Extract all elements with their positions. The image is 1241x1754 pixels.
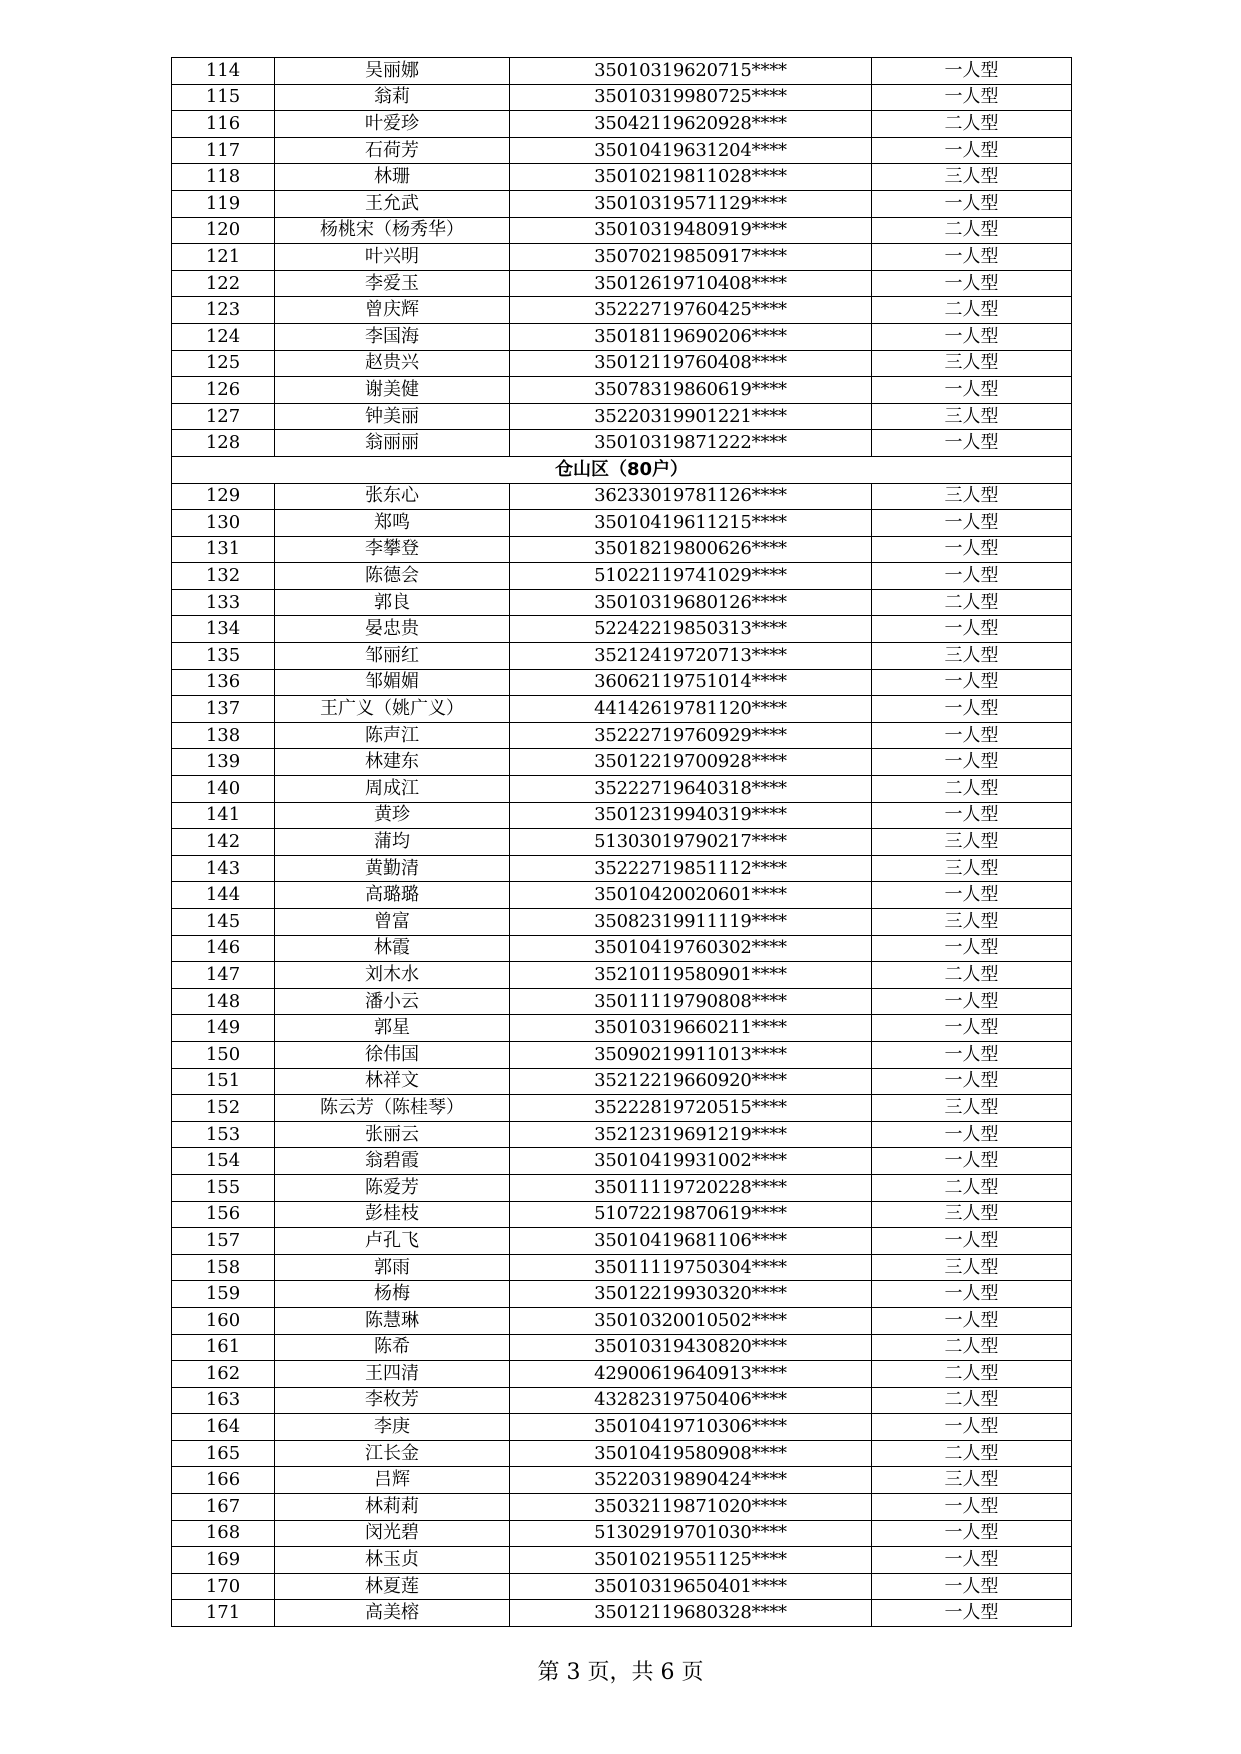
cell-id-number: 35042119620928****: [510, 111, 872, 138]
cell-name: 李枚芳: [275, 1387, 510, 1414]
table-row: [172, 430, 1072, 457]
cell-name: 李攀登: [275, 536, 510, 563]
cell-id-number: 35090219911013****: [510, 1041, 872, 1068]
cell-household-type: 一人型: [872, 696, 1072, 723]
table-row: [172, 1174, 1072, 1201]
cell-id-number: 35010419681106****: [510, 1228, 872, 1255]
cell-serial-number: 156: [172, 1201, 275, 1228]
cell-serial-number: 131: [172, 536, 275, 563]
cell-id-number: 35010320010502****: [510, 1307, 872, 1334]
cell-id-number: 35212319691219****: [510, 1121, 872, 1148]
cell-serial-number: 127: [172, 403, 275, 430]
cell-household-type: 二人型: [872, 111, 1072, 138]
cell-household-type: 一人型: [872, 1068, 1072, 1095]
cell-name: 李庚: [275, 1414, 510, 1441]
cell-id-number: 35212219660920****: [510, 1068, 872, 1095]
cell-name: 吕辉: [275, 1467, 510, 1494]
cell-id-number: 35011119720228****: [510, 1174, 872, 1201]
cell-serial-number: 136: [172, 669, 275, 696]
cell-name: 陈希: [275, 1334, 510, 1361]
cell-household-type: 二人型: [872, 297, 1072, 324]
table-row: [172, 1201, 1072, 1228]
cell-name: 黄珍: [275, 802, 510, 829]
cell-name: 林玉贞: [275, 1547, 510, 1574]
cell-id-number: 35222719851112****: [510, 855, 872, 882]
cell-id-number: 36062119751014****: [510, 669, 872, 696]
cell-id-number: 35222719760929****: [510, 722, 872, 749]
cell-household-type: 二人型: [872, 776, 1072, 803]
cell-serial-number: 118: [172, 164, 275, 191]
cell-household-type: 一人型: [872, 84, 1072, 111]
cell-id-number: 35220319890424****: [510, 1467, 872, 1494]
cell-name: 李爱玉: [275, 270, 510, 297]
table-row: [172, 1307, 1072, 1334]
cell-id-number: 51302919701030****: [510, 1520, 872, 1547]
cell-id-number: 35222719760425****: [510, 297, 872, 324]
table-row: [172, 589, 1072, 616]
table-row: [172, 1494, 1072, 1521]
cell-id-number: 35010419580908****: [510, 1440, 872, 1467]
cell-household-type: 一人型: [872, 510, 1072, 537]
table-row: [172, 1148, 1072, 1175]
cell-serial-number: 140: [172, 776, 275, 803]
cell-name: 蒲均: [275, 829, 510, 856]
table-row: [172, 563, 1072, 590]
cell-name: 江长金: [275, 1440, 510, 1467]
cell-name: 翁碧霞: [275, 1148, 510, 1175]
cell-household-type: 一人型: [872, 1015, 1072, 1042]
cell-name: 张东心: [275, 483, 510, 510]
cell-serial-number: 147: [172, 962, 275, 989]
cell-id-number: 42900619640913****: [510, 1361, 872, 1388]
cell-id-number: 44142619781120****: [510, 696, 872, 723]
cell-serial-number: 167: [172, 1494, 275, 1521]
cell-household-type: 一人型: [872, 536, 1072, 563]
table-row: [172, 1228, 1072, 1255]
cell-serial-number: 171: [172, 1600, 275, 1627]
table-row: [172, 483, 1072, 510]
cell-household-type: 一人型: [872, 270, 1072, 297]
cell-serial-number: 151: [172, 1068, 275, 1095]
cell-name: 闵光碧: [275, 1520, 510, 1547]
cell-id-number: 35010319620715****: [510, 58, 872, 85]
table-row: [172, 669, 1072, 696]
cell-household-type: 三人型: [872, 829, 1072, 856]
cell-id-number: 35032119871020****: [510, 1494, 872, 1521]
cell-name: 徐伟国: [275, 1041, 510, 1068]
cell-serial-number: 160: [172, 1307, 275, 1334]
cell-name: 林建东: [275, 749, 510, 776]
cell-household-type: 一人型: [872, 1494, 1072, 1521]
cell-household-type: 三人型: [872, 1467, 1072, 1494]
cell-household-type: 三人型: [872, 483, 1072, 510]
cell-name: 王允武: [275, 190, 510, 217]
table-row: [172, 350, 1072, 377]
cell-name: 郑鸣: [275, 510, 510, 537]
table-row: [172, 855, 1072, 882]
cell-household-type: 三人型: [872, 350, 1072, 377]
cell-household-type: 一人型: [872, 563, 1072, 590]
cell-serial-number: 164: [172, 1414, 275, 1441]
table-row: [172, 1334, 1072, 1361]
cell-name: 杨桃宋（杨秀华）: [275, 217, 510, 244]
cell-household-type: 一人型: [872, 1600, 1072, 1627]
roster-table: [171, 57, 1072, 1627]
cell-id-number: 35010419710306****: [510, 1414, 872, 1441]
cell-id-number: 35082319911119****: [510, 909, 872, 936]
cell-household-type: 一人型: [872, 430, 1072, 457]
cell-serial-number: 145: [172, 909, 275, 936]
table-row: [172, 882, 1072, 909]
table-row: [172, 1440, 1072, 1467]
table-row: [172, 696, 1072, 723]
cell-name: 王四清: [275, 1361, 510, 1388]
cell-serial-number: 169: [172, 1547, 275, 1574]
cell-id-number: 35010419631204****: [510, 137, 872, 164]
table-row: [172, 297, 1072, 324]
cell-serial-number: 141: [172, 802, 275, 829]
cell-serial-number: 143: [172, 855, 275, 882]
table-row: [172, 536, 1072, 563]
cell-serial-number: 122: [172, 270, 275, 297]
cell-household-type: 一人型: [872, 988, 1072, 1015]
cell-household-type: 一人型: [872, 1307, 1072, 1334]
cell-id-number: 35010419611215****: [510, 510, 872, 537]
cell-serial-number: 144: [172, 882, 275, 909]
table-row: [172, 403, 1072, 430]
table-row: [172, 776, 1072, 803]
cell-serial-number: 135: [172, 643, 275, 670]
cell-serial-number: 149: [172, 1015, 275, 1042]
table-row: [172, 1281, 1072, 1308]
cell-name: 郭良: [275, 589, 510, 616]
cell-name: 彭桂枝: [275, 1201, 510, 1228]
cell-id-number: 35222819720515****: [510, 1095, 872, 1122]
cell-serial-number: 155: [172, 1174, 275, 1201]
cell-id-number: 35018119690206****: [510, 323, 872, 350]
cell-serial-number: 153: [172, 1121, 275, 1148]
cell-household-type: 二人型: [872, 962, 1072, 989]
table-row: [172, 323, 1072, 350]
cell-name: 周成江: [275, 776, 510, 803]
cell-household-type: 三人型: [872, 1095, 1072, 1122]
cell-household-type: 三人型: [872, 403, 1072, 430]
cell-household-type: 二人型: [872, 1440, 1072, 1467]
cell-household-type: 一人型: [872, 1281, 1072, 1308]
cell-serial-number: 124: [172, 323, 275, 350]
cell-name: 高美榕: [275, 1600, 510, 1627]
cell-household-type: 一人型: [872, 137, 1072, 164]
cell-name: 陈云芳（陈桂琴）: [275, 1095, 510, 1122]
cell-name: 翁丽丽: [275, 430, 510, 457]
table-row: [172, 1414, 1072, 1441]
cell-id-number: 35012319940319****: [510, 802, 872, 829]
cell-name: 郭星: [275, 1015, 510, 1042]
cell-name: 石荷芳: [275, 137, 510, 164]
cell-household-type: 三人型: [872, 909, 1072, 936]
page-footer: 第 3 页，共 6 页: [537, 1660, 704, 1685]
cell-id-number: 35010420020601****: [510, 882, 872, 909]
cell-id-number: 35010319660211****: [510, 1015, 872, 1042]
table-row: [172, 749, 1072, 776]
cell-id-number: 35222719640318****: [510, 776, 872, 803]
cell-name: 吴丽娜: [275, 58, 510, 85]
cell-name: 赵贵兴: [275, 350, 510, 377]
table-row: [172, 988, 1072, 1015]
cell-household-type: 三人型: [872, 643, 1072, 670]
cell-id-number: 35012219700928****: [510, 749, 872, 776]
cell-name: 翁莉: [275, 84, 510, 111]
table-row: [172, 217, 1072, 244]
cell-household-type: 一人型: [872, 1520, 1072, 1547]
cell-id-number: 35010319480919****: [510, 217, 872, 244]
cell-name: 晏忠贵: [275, 616, 510, 643]
cell-serial-number: 117: [172, 137, 275, 164]
cell-household-type: 二人型: [872, 217, 1072, 244]
cell-name: 林霞: [275, 935, 510, 962]
cell-id-number: 35011119790808****: [510, 988, 872, 1015]
cell-name: 郭雨: [275, 1254, 510, 1281]
cell-id-number: 51072219870619****: [510, 1201, 872, 1228]
table-row: [172, 1041, 1072, 1068]
cell-household-type: 一人型: [872, 377, 1072, 404]
cell-name: 陈慧琳: [275, 1307, 510, 1334]
cell-id-number: 51303019790217****: [510, 829, 872, 856]
table-row: [172, 802, 1072, 829]
cell-serial-number: 170: [172, 1573, 275, 1600]
cell-serial-number: 158: [172, 1254, 275, 1281]
cell-serial-number: 165: [172, 1440, 275, 1467]
cell-name: 林祥文: [275, 1068, 510, 1095]
table-row: [172, 935, 1072, 962]
cell-name: 叶爱珍: [275, 111, 510, 138]
cell-name: 黄勤清: [275, 855, 510, 882]
cell-household-type: 一人型: [872, 1041, 1072, 1068]
cell-name: 刘木水: [275, 962, 510, 989]
cell-serial-number: 166: [172, 1467, 275, 1494]
cell-serial-number: 159: [172, 1281, 275, 1308]
cell-serial-number: 123: [172, 297, 275, 324]
cell-household-type: 三人型: [872, 1201, 1072, 1228]
cell-serial-number: 138: [172, 722, 275, 749]
cell-id-number: 35012119760408****: [510, 350, 872, 377]
cell-serial-number: 121: [172, 244, 275, 271]
cell-serial-number: 125: [172, 350, 275, 377]
cell-serial-number: 142: [172, 829, 275, 856]
cell-household-type: 一人型: [872, 722, 1072, 749]
table-row: [172, 377, 1072, 404]
cell-household-type: 二人型: [872, 1387, 1072, 1414]
table-row: [172, 722, 1072, 749]
cell-serial-number: 129: [172, 483, 275, 510]
cell-name: 林夏莲: [275, 1573, 510, 1600]
cell-serial-number: 163: [172, 1387, 275, 1414]
cell-household-type: 一人型: [872, 190, 1072, 217]
cell-household-type: 一人型: [872, 244, 1072, 271]
cell-household-type: 二人型: [872, 1334, 1072, 1361]
table-row: [172, 1095, 1072, 1122]
table-row: [172, 164, 1072, 191]
table-row: [172, 1068, 1072, 1095]
cell-serial-number: 114: [172, 58, 275, 85]
cell-name: 高璐璐: [275, 882, 510, 909]
table-row: [172, 1573, 1072, 1600]
cell-name: 钟美丽: [275, 403, 510, 430]
cell-household-type: 二人型: [872, 589, 1072, 616]
cell-serial-number: 133: [172, 589, 275, 616]
cell-name: 叶兴明: [275, 244, 510, 271]
cell-name: 陈爱芳: [275, 1174, 510, 1201]
cell-serial-number: 168: [172, 1520, 275, 1547]
cell-id-number: 35012619710408****: [510, 270, 872, 297]
table-row: [172, 1547, 1072, 1574]
cell-household-type: 一人型: [872, 1148, 1072, 1175]
cell-name: 陈德会: [275, 563, 510, 590]
cell-household-type: 一人型: [872, 616, 1072, 643]
table-row: [172, 137, 1072, 164]
cell-id-number: 43282319750406****: [510, 1387, 872, 1414]
cell-id-number: 35210119580901****: [510, 962, 872, 989]
cell-serial-number: 137: [172, 696, 275, 723]
table-row: [172, 244, 1072, 271]
cell-name: 邹丽红: [275, 643, 510, 670]
cell-serial-number: 146: [172, 935, 275, 962]
cell-id-number: 35010319680126****: [510, 589, 872, 616]
cell-id-number: 35010219551125****: [510, 1547, 872, 1574]
cell-household-type: 一人型: [872, 749, 1072, 776]
table-row: [172, 1361, 1072, 1388]
cell-name: 王广义（姚广义）: [275, 696, 510, 723]
cell-serial-number: 116: [172, 111, 275, 138]
cell-id-number: 35078319860619****: [510, 377, 872, 404]
cell-name: 林莉莉: [275, 1494, 510, 1521]
cell-household-type: 一人型: [872, 1121, 1072, 1148]
cell-household-type: 二人型: [872, 1361, 1072, 1388]
table-row: [172, 190, 1072, 217]
cell-serial-number: 120: [172, 217, 275, 244]
table-row: [172, 1121, 1072, 1148]
cell-id-number: 35212419720713****: [510, 643, 872, 670]
cell-id-number: 35010319650401****: [510, 1573, 872, 1600]
cell-name: 谢美健: [275, 377, 510, 404]
cell-serial-number: 130: [172, 510, 275, 537]
table-row: [172, 643, 1072, 670]
cell-serial-number: 128: [172, 430, 275, 457]
cell-id-number: 35011119750304****: [510, 1254, 872, 1281]
cell-household-type: 一人型: [872, 1414, 1072, 1441]
cell-id-number: 35220319901221****: [510, 403, 872, 430]
cell-household-type: 三人型: [872, 1254, 1072, 1281]
table-row: [172, 111, 1072, 138]
table-row: [172, 1600, 1072, 1627]
table-row: [172, 58, 1072, 85]
table-row: [172, 1467, 1072, 1494]
cell-serial-number: 126: [172, 377, 275, 404]
cell-name: 李国海: [275, 323, 510, 350]
cell-id-number: 35010419931002****: [510, 1148, 872, 1175]
cell-serial-number: 148: [172, 988, 275, 1015]
cell-id-number: 35018219800626****: [510, 536, 872, 563]
cell-household-type: 一人型: [872, 669, 1072, 696]
cell-id-number: 35010319980725****: [510, 84, 872, 111]
cell-household-type: 三人型: [872, 164, 1072, 191]
cell-id-number: 51022119741029****: [510, 563, 872, 590]
cell-name: 卢孔飞: [275, 1228, 510, 1255]
table-row: [172, 962, 1072, 989]
cell-household-type: 一人型: [872, 935, 1072, 962]
cell-household-type: 一人型: [872, 1228, 1072, 1255]
table-row: [172, 616, 1072, 643]
cell-id-number: 35010319430820****: [510, 1334, 872, 1361]
cell-id-number: 35012219930320****: [510, 1281, 872, 1308]
cell-serial-number: 115: [172, 84, 275, 111]
table-row: [172, 1387, 1072, 1414]
cell-name: 张丽云: [275, 1121, 510, 1148]
cell-household-type: 一人型: [872, 58, 1072, 85]
table-row: [172, 510, 1072, 537]
cell-household-type: 三人型: [872, 855, 1072, 882]
table-row: [172, 84, 1072, 111]
cell-id-number: 36233019781126****: [510, 483, 872, 510]
cell-id-number: 35010419760302****: [510, 935, 872, 962]
cell-name: 曾富: [275, 909, 510, 936]
cell-name: 陈声江: [275, 722, 510, 749]
cell-household-type: 一人型: [872, 802, 1072, 829]
cell-serial-number: 132: [172, 563, 275, 590]
cell-serial-number: 134: [172, 616, 275, 643]
cell-id-number: 35010319571129****: [510, 190, 872, 217]
cell-household-type: 一人型: [872, 1547, 1072, 1574]
cell-serial-number: 150: [172, 1041, 275, 1068]
cell-id-number: 52242219850313****: [510, 616, 872, 643]
cell-household-type: 一人型: [872, 882, 1072, 909]
table-row: [172, 1254, 1072, 1281]
cell-name: 杨梅: [275, 1281, 510, 1308]
cell-household-type: 一人型: [872, 323, 1072, 350]
cell-id-number: 35010319871222****: [510, 430, 872, 457]
cell-name: 邹媚媚: [275, 669, 510, 696]
table-row: [172, 829, 1072, 856]
table-row: [172, 1015, 1072, 1042]
cell-serial-number: 152: [172, 1095, 275, 1122]
cell-serial-number: 119: [172, 190, 275, 217]
cell-household-type: 一人型: [872, 1573, 1072, 1600]
cell-name: 林珊: [275, 164, 510, 191]
table-row: [172, 1520, 1072, 1547]
cell-id-number: 35070219850917****: [510, 244, 872, 271]
cell-serial-number: 157: [172, 1228, 275, 1255]
cell-name: 潘小云: [275, 988, 510, 1015]
table-row: [172, 270, 1072, 297]
cell-id-number: 35010219811028****: [510, 164, 872, 191]
section-title: 仓山区（80户）: [172, 456, 1072, 483]
cell-name: 曾庆辉: [275, 297, 510, 324]
section-header-row: [172, 456, 1072, 483]
cell-serial-number: 162: [172, 1361, 275, 1388]
cell-id-number: 35012119680328****: [510, 1600, 872, 1627]
table-row: [172, 909, 1072, 936]
cell-serial-number: 161: [172, 1334, 275, 1361]
cell-serial-number: 154: [172, 1148, 275, 1175]
cell-household-type: 二人型: [872, 1174, 1072, 1201]
cell-serial-number: 139: [172, 749, 275, 776]
roster-table-body: [172, 58, 1072, 1627]
